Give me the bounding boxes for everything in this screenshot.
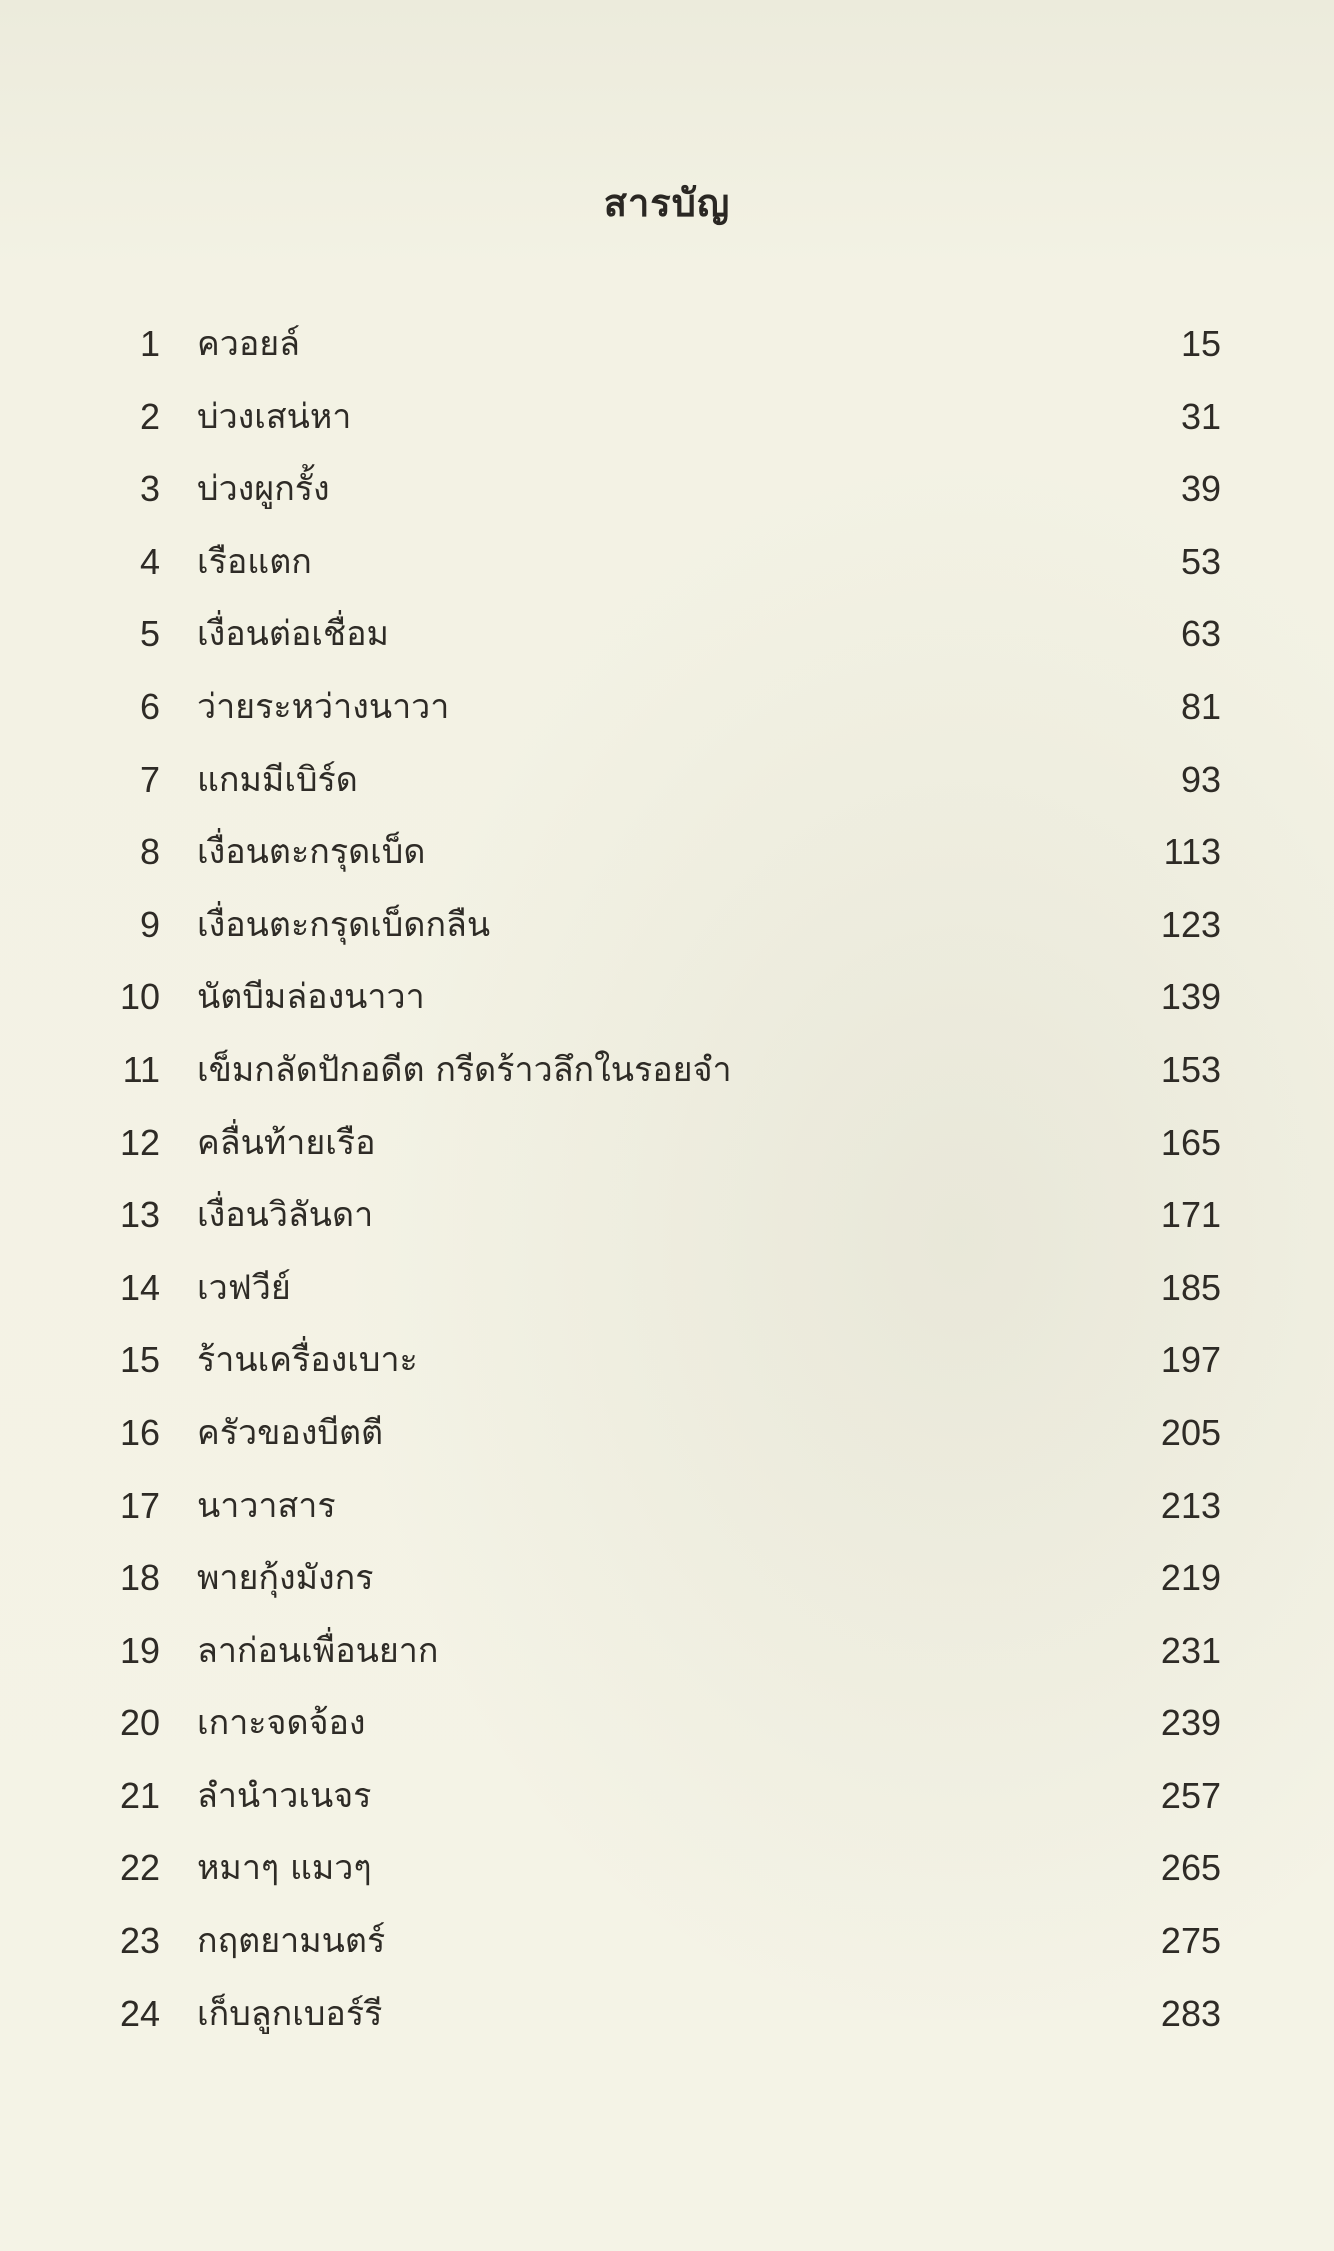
chapter-title: เก็บลูกเบอร์รี — [197, 1993, 383, 2034]
toc-entry — [0, 1915, 1334, 1988]
toc-entry — [0, 608, 1334, 681]
toc-entry — [0, 1189, 1334, 1262]
chapter-title: เงื่อนตะกรุดเบ็ดกลืน — [197, 904, 491, 945]
page-number: 113 — [1163, 831, 1221, 873]
page-number: 93 — [1180, 758, 1221, 800]
page-number: 185 — [1160, 1266, 1221, 1308]
table-of-contents — [0, 318, 1334, 2060]
chapter-title: บ่วงผูกรั้ง — [197, 469, 330, 510]
toc-entry — [0, 1044, 1334, 1117]
page-number: 257 — [1160, 1774, 1221, 1816]
page-number: 139 — [1160, 976, 1221, 1018]
chapter-number: 19 — [119, 1629, 160, 1671]
page-number: 63 — [1180, 613, 1221, 655]
chapter-title: เรือแตก — [197, 541, 312, 582]
page-number: 53 — [1180, 540, 1221, 582]
page-number: 231 — [1160, 1629, 1221, 1671]
chapter-number: 15 — [119, 1339, 160, 1381]
page-number: 153 — [1160, 1048, 1221, 1090]
chapter-number: 11 — [122, 1048, 160, 1090]
page-number: 205 — [1160, 1411, 1221, 1453]
chapter-title: เกาะจดจ้อง — [197, 1703, 366, 1744]
chapter-title: ควอยล์ — [197, 324, 301, 364]
chapter-title: แกมมีเบิร์ด — [197, 759, 358, 800]
toc-entry — [0, 318, 1334, 391]
page-number: 171 — [1160, 1194, 1221, 1236]
chapter-number: 6 — [139, 685, 160, 727]
page-number: 239 — [1160, 1702, 1221, 1744]
toc-entry — [0, 754, 1334, 827]
chapter-number: 13 — [119, 1194, 160, 1236]
page-number: 15 — [1180, 323, 1221, 364]
toc-entry — [0, 1407, 1334, 1480]
chapter-title: คลื่นท้ายเรือ — [197, 1122, 376, 1163]
chapter-title: ลาก่อนเพื่อนยาก — [197, 1630, 439, 1671]
chapter-title: เงื่อนตะกรุดเบ็ด — [197, 832, 426, 873]
page-number: 197 — [1160, 1339, 1221, 1381]
chapter-number: 20 — [119, 1702, 160, 1744]
page-number: 265 — [1160, 1847, 1221, 1889]
chapter-title: เวฟวีย์ — [197, 1267, 291, 1308]
chapter-title: ครัวของบีตตี — [197, 1412, 384, 1453]
toc-entry — [0, 463, 1334, 536]
chapter-title: ร้านเครื่องเบาะ — [197, 1340, 418, 1381]
chapter-number: 7 — [139, 758, 160, 800]
chapter-number: 21 — [119, 1774, 160, 1816]
chapter-number: 12 — [119, 1121, 160, 1163]
chapter-title: นัตบีมล่องนาวา — [197, 977, 425, 1018]
chapter-title: ว่ายระหว่างนาวา — [197, 686, 450, 727]
chapter-number: 9 — [139, 903, 160, 945]
page-number: 123 — [1160, 903, 1221, 945]
chapter-number: 23 — [119, 1920, 160, 1962]
toc-entry — [0, 1697, 1334, 1770]
chapter-title: หมาๆ แมวๆ — [197, 1848, 372, 1889]
toc-entry — [0, 971, 1334, 1044]
toc-entry — [0, 826, 1334, 899]
toc-entry — [0, 681, 1334, 754]
toc-entry — [0, 1842, 1334, 1915]
chapter-number: 5 — [139, 613, 160, 655]
toc-entry — [0, 1552, 1334, 1625]
page-number: 213 — [1160, 1484, 1221, 1526]
toc-entry — [0, 1988, 1334, 2061]
chapter-title: บ่วงเสน่หา — [197, 396, 352, 437]
chapter-number: 18 — [119, 1557, 160, 1599]
toc-entry — [0, 899, 1334, 972]
toc-entry — [0, 1625, 1334, 1698]
chapter-title: พายกุ้งมังกร — [197, 1558, 374, 1599]
chapter-number: 4 — [139, 540, 160, 582]
toc-entry — [0, 1334, 1334, 1407]
chapter-number: 16 — [119, 1411, 160, 1453]
chapter-title: นาวาสาร — [197, 1485, 336, 1526]
chapter-number: 1 — [139, 323, 160, 364]
page-number: 39 — [1180, 468, 1221, 510]
page-number: 81 — [1180, 685, 1221, 727]
toc-entry — [0, 1770, 1334, 1843]
chapter-title: เงื่อนต่อเชื่อม — [197, 614, 389, 655]
chapter-number: 22 — [119, 1847, 160, 1889]
chapter-number: 10 — [119, 976, 160, 1018]
toc-entry — [0, 1262, 1334, 1335]
chapter-number: 17 — [119, 1484, 160, 1526]
chapter-number: 2 — [139, 395, 160, 437]
chapter-number: 3 — [139, 468, 160, 510]
chapter-number: 14 — [119, 1266, 160, 1308]
page-title: สารบัญ — [603, 181, 731, 225]
page-number: 275 — [1160, 1920, 1221, 1962]
toc-entry — [0, 1117, 1334, 1190]
chapter-title: เข็มกลัดปักอดีต กรีดร้าวลึกในรอยจำ — [197, 1049, 732, 1090]
chapter-title: กฤตยามนตร์ — [197, 1921, 386, 1962]
page-number: 219 — [1160, 1557, 1221, 1599]
page-number: 283 — [1160, 1992, 1221, 2034]
toc-entry — [0, 536, 1334, 609]
toc-entry — [0, 1480, 1334, 1553]
page-number: 31 — [1180, 395, 1221, 437]
toc-entry — [0, 391, 1334, 464]
chapter-number: 24 — [119, 1992, 160, 2034]
chapter-title: ลำนำวเนจร — [197, 1775, 372, 1816]
chapter-title: เงื่อนวิลันดา — [197, 1195, 374, 1236]
chapter-number: 8 — [139, 831, 160, 873]
page-number: 165 — [1160, 1121, 1221, 1163]
